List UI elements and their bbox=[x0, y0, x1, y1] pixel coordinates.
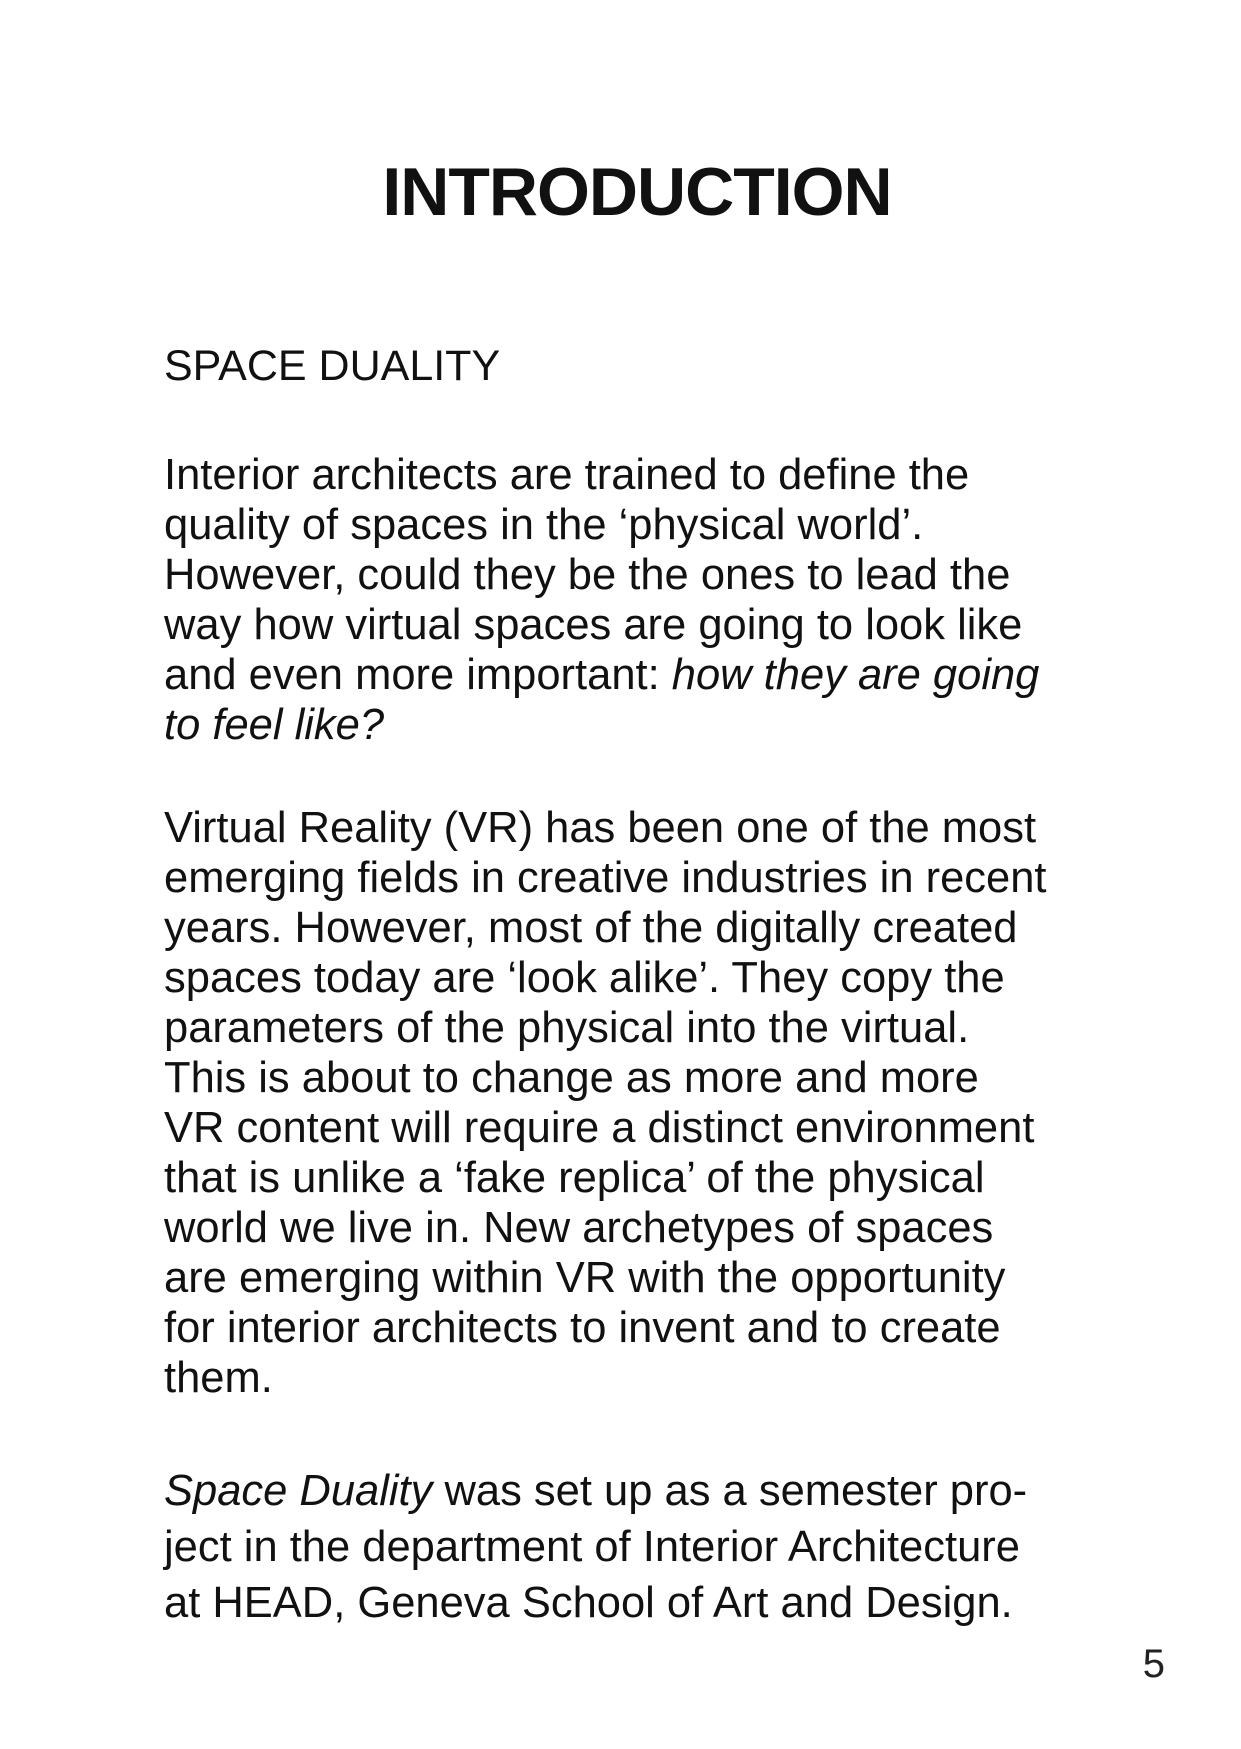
section-subtitle: SPACE DUALITY bbox=[164, 342, 501, 390]
text-line: are emerging within VR with the opportunity bbox=[164, 1254, 1006, 1302]
text-line: quality of spaces in the ‘physical world’. bbox=[164, 501, 924, 549]
paragraph-vr bbox=[164, 803, 1124, 1403]
text-line: them. bbox=[164, 1354, 273, 1402]
text-line bbox=[164, 700, 1124, 750]
text-line: emerging fields in creative industries in recent bbox=[164, 854, 1047, 902]
text-italic: to feel like? bbox=[164, 701, 385, 749]
text-normal: and even more important: bbox=[164, 651, 672, 699]
paragraph-intro bbox=[164, 450, 1124, 750]
text-line bbox=[164, 1463, 1124, 1519]
text-italic: Space Duality bbox=[164, 1467, 433, 1515]
text-line: for interior architects to invent and to create bbox=[164, 1304, 1001, 1352]
page-number: 5 bbox=[1142, 1642, 1165, 1686]
text-normal: was set up as a semester pro- bbox=[432, 1467, 1028, 1515]
text-line: However, could they be the ones to lead the bbox=[164, 551, 1011, 599]
text-line: years. However, most of the digitally created bbox=[164, 904, 1018, 952]
text-line: spaces today are ‘look alike’. They copy the bbox=[164, 954, 1005, 1002]
text-line: This is about to change as more and more bbox=[164, 1054, 979, 1102]
text-line: way how virtual spaces are going to look like bbox=[164, 601, 1023, 649]
text-line: that is unlike a ‘fake replica’ of the physical bbox=[164, 1154, 985, 1202]
text-line bbox=[164, 650, 1124, 700]
text-line: world we live in. New archetypes of spaces bbox=[164, 1204, 994, 1252]
paragraph-project bbox=[164, 1463, 1124, 1631]
text-line: at HEAD, Geneva School of Art and Design. bbox=[164, 1579, 1013, 1627]
text-italic: how they are going bbox=[671, 651, 1040, 699]
text-line: Virtual Reality (VR) has been one of the most bbox=[164, 804, 1037, 852]
text-line: ject in the department of Interior Architecture bbox=[164, 1523, 1020, 1571]
text-line: VR content will require a distinct environment bbox=[164, 1104, 1035, 1152]
text-line: Interior architects are trained to define the bbox=[164, 451, 970, 499]
text-line: parameters of the physical into the virtual. bbox=[164, 1004, 970, 1052]
page-title: INTRODUCTION bbox=[382, 154, 892, 230]
